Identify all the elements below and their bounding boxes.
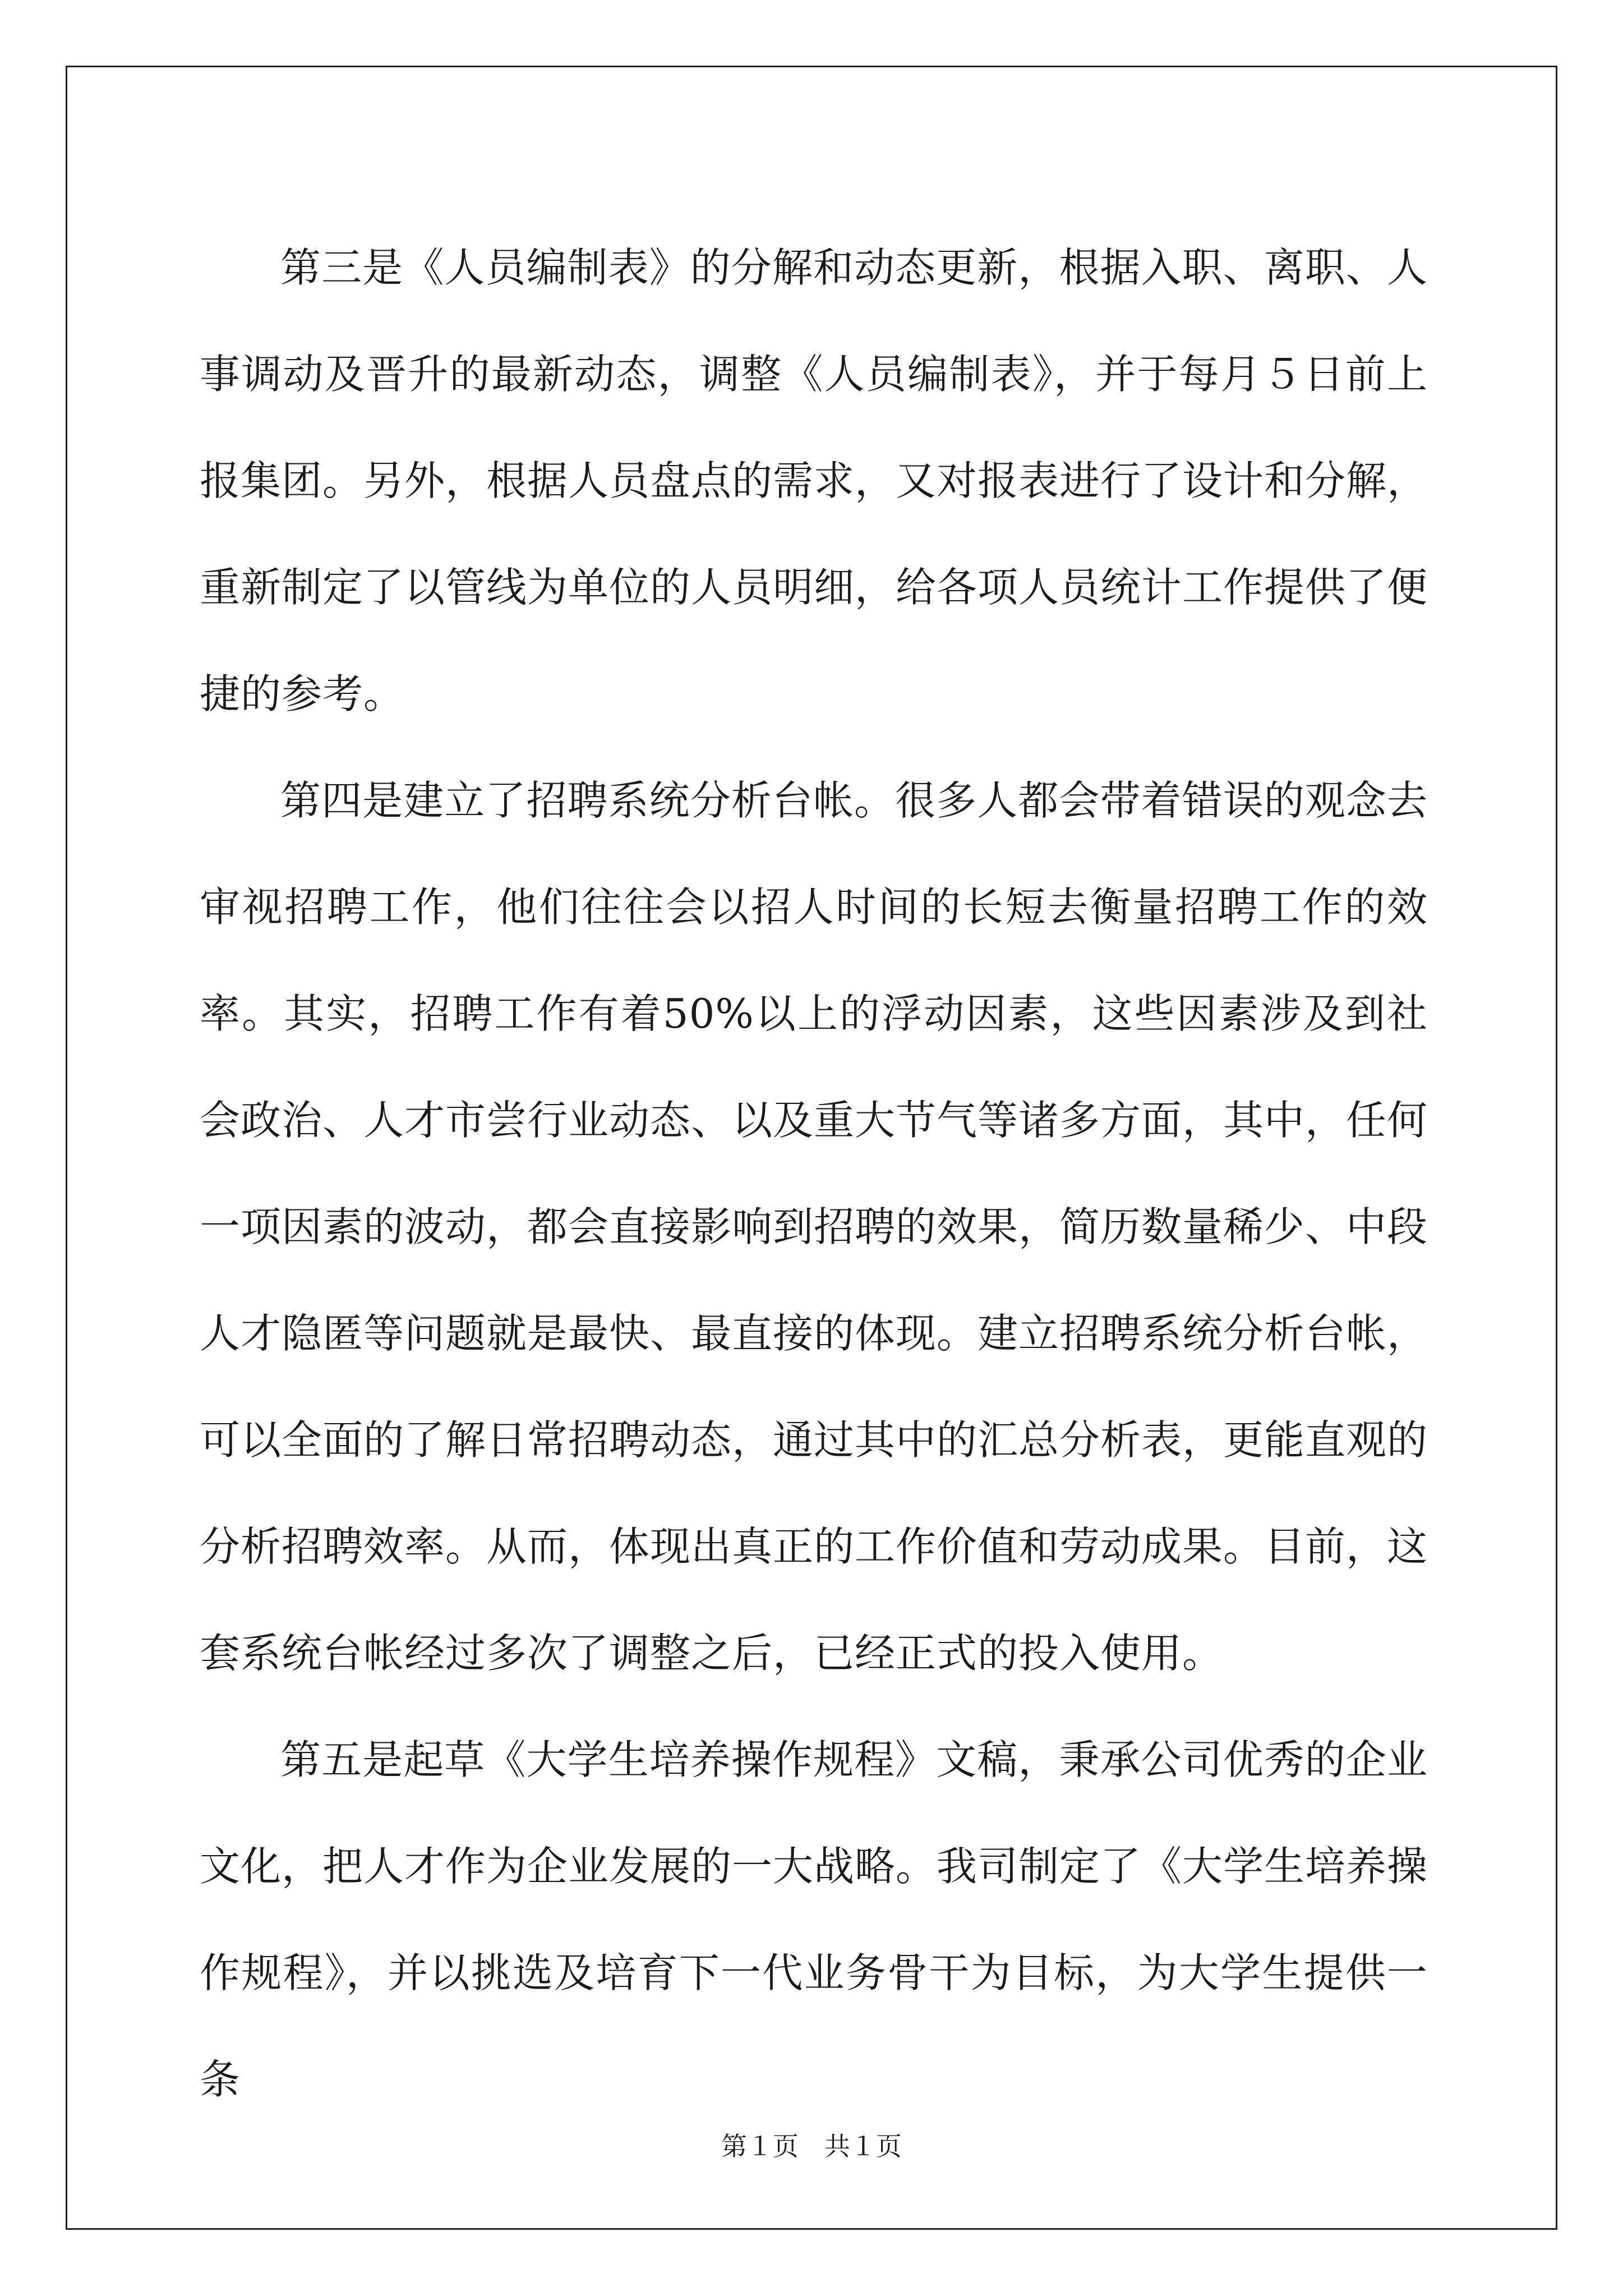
paragraph-3: 第三是《人员编制表》的分解和动态更新，根据入职、离职、人事调动及晋升的最新动态，调整《人员编制表》，并于每月５日前上报集团。另外，根据人员盘点的需求，又对报表进行了设计和分解，重新制定了以管线为单位的人员明细，给各项人员统计工作提供了便捷的参考。 (200, 244, 1428, 717)
paragraph-4: 第四是建立了招聘系统分析台帐。很多人都会带着错误的观念去审视招聘工作，他们往往会以招人时间的长短去衡量招聘工作的效率。其实，招聘工作有着50%以上的浮动因素，这些因素涉及到社会政治、人才市尝行业动态、以及重大节气等诸多方面，其中，任何一项因素的波动，都会直接影响到招聘的效果，简历数量稀少、中段人才隐匿等问题就是最快、最直接的体现。建立招聘系统分析台帐，可以全面的了解日常招聘动态，通过其中的汇总分析表，更能直观的分析招聘效率。从而，体现出真正的工作价值和劳动成果。目前，这套系统台帐经过多次了调整之后，已经正式的投入使用。 (200, 777, 1428, 1677)
page-footer (0, 2126, 1623, 2163)
document-body (200, 214, 1428, 2133)
page-number: 第１页 (721, 2131, 799, 2161)
page-total: 共１页 (824, 2131, 902, 2161)
paragraph-5: 第五是起草《大学生培养操作规程》文稿，秉承公司优秀的企业文化，把人才作为企业发展的一大战略。我司制定了《大学生培养操作规程》，并以挑选及培育下一代业务骨干为目标，为大学生提供一条 (200, 1736, 1428, 2103)
